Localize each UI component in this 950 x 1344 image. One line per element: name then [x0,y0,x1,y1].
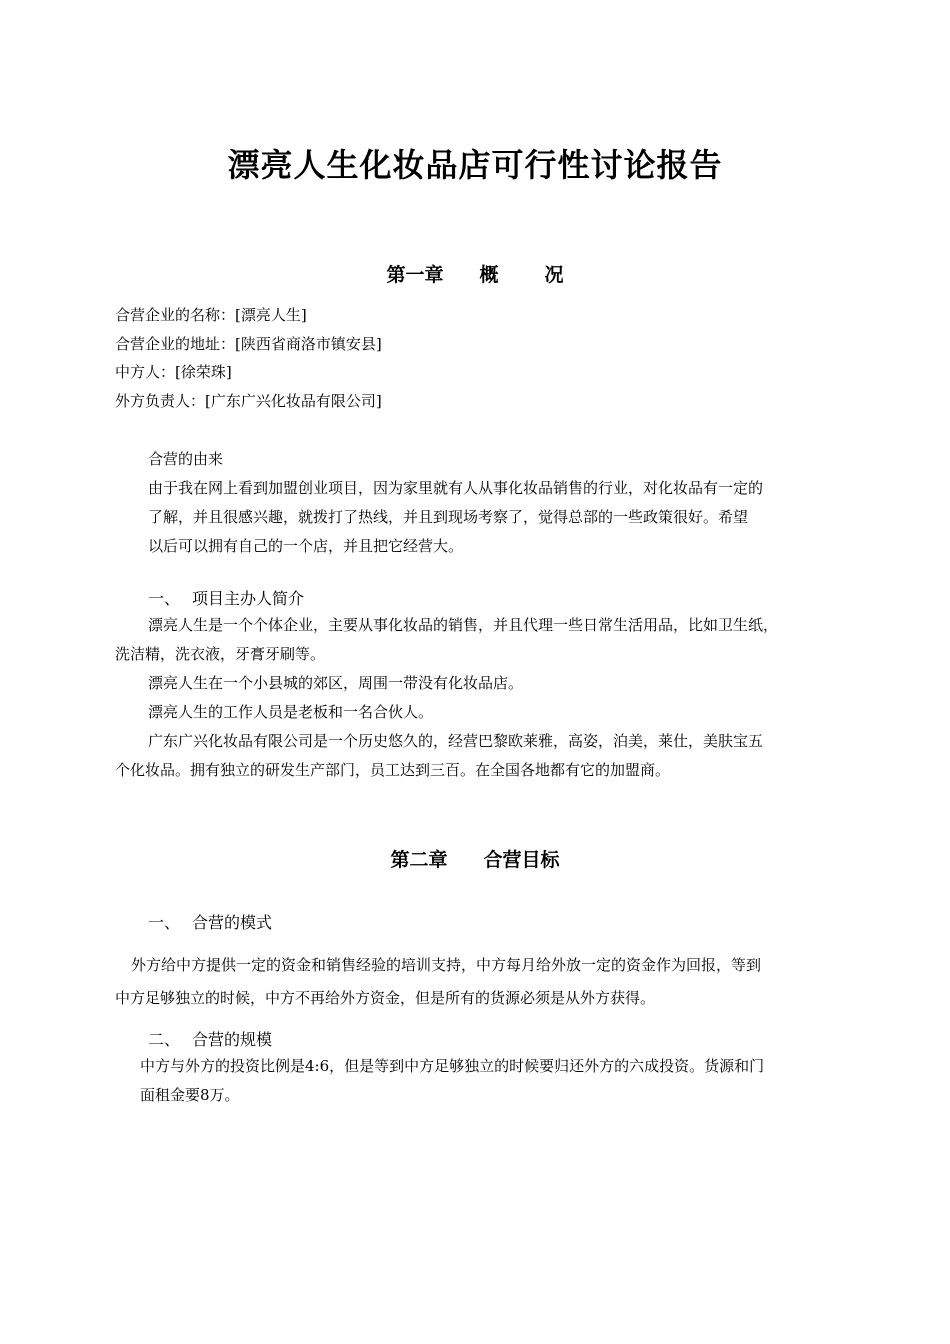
paragraph-line: 中方足够独立的时候，中方不再给外方资金，但是所有的货源必须是从外方获得。 [115,989,656,1007]
section-title: 合营的规模 [192,1030,273,1049]
paragraph-line: 面租金要8万。 [140,1086,240,1104]
paragraph-line: 洗洁精，洗衣液，牙膏牙刷等。 [115,645,326,663]
paragraph-line: 漂亮人生的工作人员是老板和一名合伙人。 [148,703,434,721]
paragraph-line: 广东广兴化妆品有限公司是一个历史悠久的，经营巴黎欧莱雅，高姿，泊美，莱仕，美肤宝五 [148,732,764,750]
origin-heading: 合营的由来 [148,450,224,468]
paragraph-line: 个化妆品。拥有独立的研发生产部门，员工达到三百。在全国各地都有它的加盟商。 [115,761,671,779]
paragraph-line: 外方给中方提供一定的资金和销售经验的培训支持，中方每月给外放一定的资金作为回报，等到 [131,956,762,974]
chapter-1-name-b: 况 [544,264,564,286]
chapter-1-label: 第一章 [386,264,444,286]
paragraph-line: 漂亮人生在一个小县城的郊区，周围一带没有化妆品店。 [148,674,524,692]
chapter-2-name: 合营目标 [483,849,560,871]
section-scale-heading [148,1030,272,1050]
chapter-2-heading [0,845,950,872]
section-title: 项目主办人简介 [192,589,305,608]
chapter-1-name-a: 概 [479,264,499,286]
info-company-name: 合营企业的名称：[漂亮人生] [115,306,307,324]
section-number: 二、 [148,1030,181,1049]
origin-line: 由于我在网上看到加盟创业项目，因为家里就有人从事化妆品销售的行业，对化妆品有一定的 [148,479,764,497]
section-number: 一、 [148,913,181,932]
origin-line: 以后可以拥有自己的一个店，并且把它经营大。 [148,537,464,555]
paragraph-line: 中方与外方的投资比例是4:6，但是等到中方足够独立的时候要归还外方的六成投资。货源和门 [140,1057,765,1075]
section-title: 合营的模式 [192,913,273,932]
info-foreign-party: 外方负责人：[广东广兴化妆品有限公司] [115,392,382,410]
section-mode-heading [148,913,272,933]
chapter-1-heading [0,260,950,287]
origin-line: 了解，并且很感兴趣，就拨打了热线，并且到现场考察了，觉得总部的一些政策很好。希望 [148,508,749,526]
chapter-2-label: 第二章 [390,849,448,871]
section-sponsor-heading [148,589,304,609]
document-title: 漂亮人生化妆品店可行性讨论报告 [227,146,723,184]
section-number: 一、 [148,589,181,608]
paragraph-line: 漂亮人生是一个个体企业，主要从事化妆品的销售，并且代理一些日常生活用品，比如卫生纸， [148,616,779,634]
info-company-address: 合营企业的地址：[陕西省商洛市镇安县] [115,335,382,353]
info-chinese-party: 中方人：[徐荣珠] [115,363,232,381]
